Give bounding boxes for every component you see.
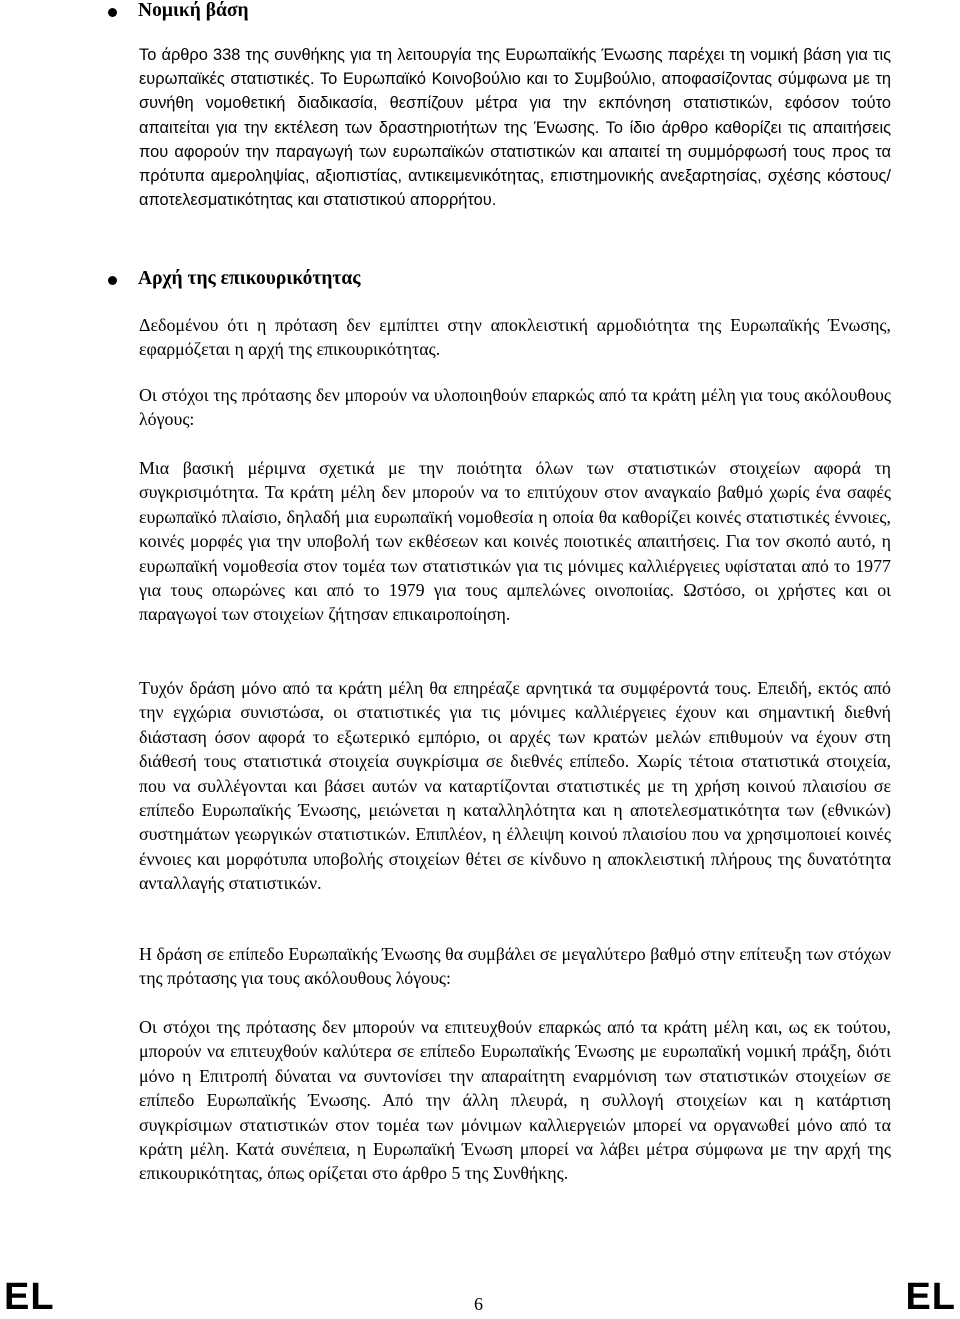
paragraph: Μια βασική μέριμνα σχετικά με την ποιότητα όλων των στατιστικών στοιχείων αφορά τη συγκρισιμότητα. Τα κράτη μέλη δεν μπορούν να το επιτύχουν στον αναγκαίο βαθμό χωρίς ένα σαφές ευρωπαϊκό πλαίσιο, δηλαδή μια ευρωπαϊκή νομοθεσία η οποία θα καθορίζει κοινές στατιστικές έννοιες, κοινές μορφές για την υποβολή των εκθέσεων και κοινές ποιοτικές απαιτήσεις. Για τον σκοπό αυτό, η ευρωπαϊκή νομοθεσία στον τομέα των στατιστικών για τις μόνιμες καλλιέργειες υφίσταται από το 1977 για τους οπωρώνες και από το 1979 για τους αμπελώνες οινοποιίας. Ωστόσο, οι χρήστες και οι παραγωγοί των στοιχείων ζήτησαν επικαιροποίηση. bbox=[139, 458, 891, 625]
paragraph: Το άρθρο 338 της συνθήκης για τη λειτουργία της Ευρωπαϊκής Ένωσης παρέχει τη νομική βάση για τις ευρωπαϊκές στατιστικές. Το Ευρωπαϊκό Κοινοβούλιο και το Συμβούλιο, αποφασίζοντας σύμφωνα με τη συνήθη νομοθετική διαδικασία, θεσπίζουν μέτρα για την εκπόνηση στατιστικών, εφόσον τούτο απαιτείται για την εκτέλεση των δραστηριοτήτων της Ένωσης. Το ίδιο άρθρο καθορίζει τις απαιτήσεις που αφορούν την παραγωγή των ευρωπαϊκών στατιστικών και απαιτεί τη συμμόρφωσή τους προς τα πρότυπα αμεροληψίας, αξιοπιστίας, αντικειμενικότητας, επιστημονικής ανεξαρτησίας, σχέσης κόστους/αποτελεσματικότητας και στατιστικού απορρήτου. bbox=[139, 46, 891, 210]
page-number: 6 bbox=[474, 1294, 483, 1314]
heading-text: Αρχή της επικουρικότητας bbox=[138, 268, 361, 289]
heading-text: Νομική βάση bbox=[138, 0, 249, 21]
section-heading-legal-basis bbox=[138, 0, 249, 22]
paragraph: Τυχόν δράση μόνο από τα κράτη μέλη θα επηρέαζε αρνητικά τα συμφέροντά τους. Επειδή, εκτός από την εγχώρια συνιστώσα, οι στατιστικές για τις μόνιμες καλλιέργειες έχουν και σημαντική διεθνή διάσταση όσον αφορά το εξωτερικό εμπόριο, οι αρχές των κρατών μελών επιθυμούν να έχουν στη διάθεσή τους στατιστικά στοιχεία συγκρίσιμα σε διεθνές επίπεδο. Χωρίς τέτοια στατιστικά στοιχεία, που να συλλέγονται και βάσει αυτών να καταρτίζονται στατιστικές με τη χρήση κοινού πλαισίου σε επίπεδο Ευρωπαϊκής Ένωσης, μειώνεται η καταλληλότητα και η αποτελεσματικότητα των (εθνικών) συστημάτων γεωργικών στατιστικών. Επιπλέον, η έλλειψη κοινού πλαισίου που να χρησιμοποιεί κοινές έννοιες και μορφότυπα υποβολής στοιχείων θέτει σε κίνδυνο η αποκλειστική πλήρους της δυνατότητα ανταλλαγής στατιστικών. bbox=[139, 678, 891, 894]
footer-language-left: EL bbox=[4, 1276, 55, 1318]
paragraph: Οι στόχοι της πρότασης δεν μπορούν να υλοποιηθούν επαρκώς από τα κράτη μέλη για τους ακόλουθους λόγους: bbox=[139, 385, 891, 430]
bullet-icon bbox=[108, 276, 117, 285]
paragraph: Η δράση σε επίπεδο Ευρωπαϊκής Ένωσης θα συμβάλει σε μεγαλύτερο βαθμό στην επίτευξη των στόχων της πρότασης για τους ακόλουθους λόγους: bbox=[139, 944, 891, 989]
paragraph: Δεδομένου ότι η πρόταση δεν εμπίπτει στην αποκλειστική αρμοδιότητα της Ευρωπαϊκής Ένωσης, εφαρμόζεται η αρχή της επικουρικότητας. bbox=[139, 315, 891, 360]
section-heading-subsidiarity bbox=[138, 268, 361, 290]
bullet-icon bbox=[108, 8, 117, 17]
footer-language-right: EL bbox=[905, 1276, 956, 1318]
paragraph: Οι στόχοι της πρότασης δεν μπορούν να επιτευχθούν επαρκώς από τα κράτη μέλη και, ως εκ τούτου, μπορούν να επιτευχθούν καλύτερα σε επίπεδο Ευρωπαϊκής Ένωσης με ευρωπαϊκή νομική πράξη, διότι μόνο η Επιτροπή δύναται να συντονίσει την απαραίτητη εναρμόνιση των στατιστικών στοιχείων σε επίπεδο Ευρωπαϊκής Ένωσης. Από την άλλη πλευρά, η συλλογή στοιχείων και η κατάρτιση συγκρίσιμων στατιστικών στον τομέα των μόνιμων καλλιεργειών μπορεί να οργανωθεί μόνο από τα κράτη μέλη. Κατά συνέπεια, η Ευρωπαϊκή Ένωση μπορεί να λάβει μέτρα σύμφωνα με την αρχή της επικουρικότητας, όπως ορίζεται στο άρθρο 5 της Συνθήκης. bbox=[139, 1017, 891, 1184]
